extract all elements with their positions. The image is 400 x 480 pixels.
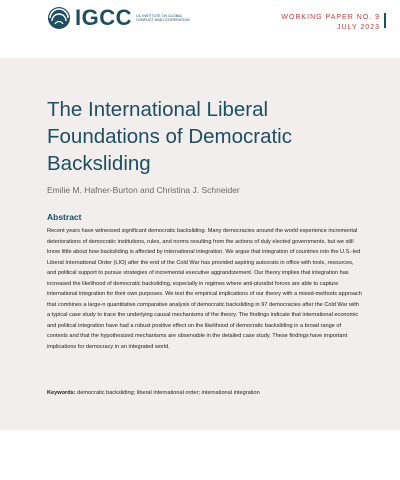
paper-title: The International Liberal Foundations of Democratic Backsliding (47, 98, 292, 175)
keywords-text: democratic backsliding; liberal international order; international integration (77, 390, 260, 396)
header-divider (384, 13, 386, 28)
abstract-text: Recent years have witnessed significant democratic backsliding. Many democracies around the world experience incremental deteriorations of democratic institutions, rules, and norms resulting from the actions of duly elected governments, but we still know little about how backsliding is affected by international integration. We argue that integration of countries into the U.S.-led Liberal International Order (LIO) after the end of the Cold War has provided aspiring autocrats in office with tools, resources, and political support to pursue strategies of incremental executive aggrandizement. Our theory implies that integration has increased the likelihood of democratic backsliding, especially in regimes where anti-pluralist forces are able to capture international integration for their own purposes. We test the empirical implications of our theory with a mixed-methods approach that combines a large-n quantitative comparative analysis of democratic backsliding in 97 democracies after the Cold War with a typical case study to trace the underlying causal mechanisms of the theory. The findings indicate that international economic and political integration have had a robust positive effect on the likelihood of democratic backsliding in a broad range of contexts and that the hypothesized mechanisms are observable in the detailed case study. These findings have important implications for democracy in an integrated world. (47, 228, 362, 350)
keywords (47, 388, 363, 399)
working-paper-number: WORKING PAPER NO. 9 (281, 14, 380, 21)
keywords-label: Keywords: (47, 390, 76, 396)
logo-text: IGCC (75, 5, 132, 30)
working-paper-label (281, 13, 380, 33)
abstract-heading: Abstract (47, 212, 82, 222)
logo-subtitle: UC INSTITUTE ON GLOBAL CONFLICT AND COOPERATION (136, 13, 190, 22)
paper-authors: Emilie M. Hafner-Burton and Christina J. Schneider (47, 185, 240, 195)
publication-date: JULY 2023 (337, 24, 380, 31)
globe-logo-icon (47, 6, 71, 30)
igcc-logo (47, 5, 194, 31)
page-header (0, 0, 400, 58)
